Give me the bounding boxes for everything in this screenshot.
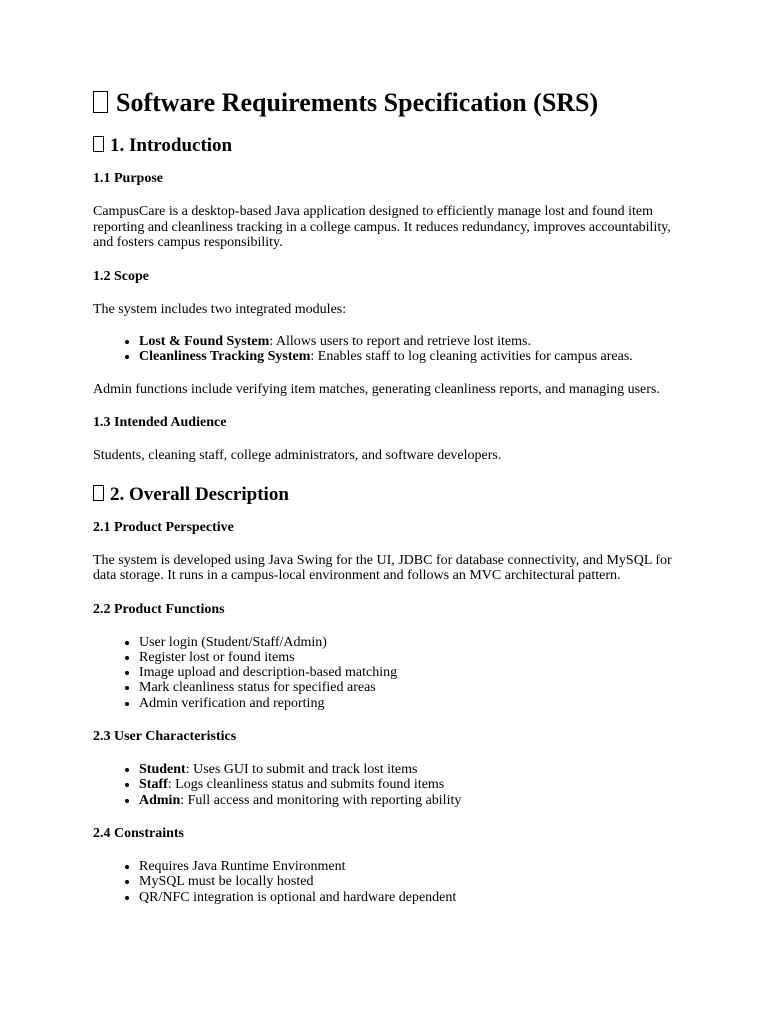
section-heading-text: 2. Overall Description (110, 483, 289, 505)
list-item-term: Staff (139, 777, 168, 793)
subsection-heading-constraints: 2.4 Constraints (93, 825, 185, 841)
document-title (93, 86, 675, 120)
purpose-paragraph: CampusCare is a desktop-based Java application designed to efficiently manage lost and found item reporting and cleanliness tracking in a college campus. It reduces redundancy, improves accountability, and fosters campus responsibility. (93, 204, 671, 250)
subsection-heading-purpose: 1.1 Purpose (93, 171, 163, 186)
list-item-term: Cleanliness Tracking System (139, 349, 311, 365)
list-item: • Requires Java Runtime Environment (139, 859, 675, 874)
section-heading-introduction (93, 134, 675, 158)
list-item-term: Student (139, 762, 186, 778)
audience-paragraph: Students, cleaning staff, college administrators, and software developers. (93, 448, 502, 464)
section-heading-text: 1. Introduction (110, 135, 233, 156)
list-item-description: : Allows users to report and retrieve lost items. (269, 334, 531, 349)
section-heading-overall-description (93, 483, 675, 507)
list-item: • MySQL must be locally hosted (139, 874, 675, 889)
list-item: • Admin verification and reporting (139, 696, 675, 711)
list-item: • Image upload and description-based matching (139, 665, 675, 680)
list-item-description: : Enables staff to log cleaning activities for campus areas. (310, 349, 633, 365)
list-item: • Mark cleanliness status for specified areas (139, 680, 675, 695)
list-item (139, 334, 675, 349)
subsection-heading-functions: 2.2 Product Functions (93, 601, 225, 617)
list-item-term: Lost & Found System (139, 334, 270, 349)
list-item-description: : Full access and monitoring with reporting ability (180, 792, 462, 808)
subsection-heading-user-characteristics: 2.3 User Characteristics (93, 729, 237, 745)
list-item: • QR/NFC integration is optional and hardware dependent (139, 890, 675, 905)
list-item: • User login (Student/Staff/Admin) (139, 635, 675, 650)
list-item-description: : Logs cleanliness status and submits found items (167, 777, 445, 793)
perspective-paragraph: The system is developed using Java Swing for the UI, JDBC for database connectivity, and MySQL for data storage. It runs in a campus-local environment and follows an MVC architectural pattern. (93, 552, 672, 584)
list-item (139, 777, 675, 792)
scope-module-list (93, 334, 675, 365)
list-item: • Register lost or found items (139, 650, 675, 665)
constraints-list (93, 859, 675, 905)
list-item (139, 349, 675, 364)
functions-list (93, 635, 675, 711)
admin-functions-paragraph: Admin functions include verifying item matches, generating cleanliness reports, and managing users. (93, 381, 660, 397)
subsection-heading-perspective: 2.1 Product Perspective (93, 519, 234, 535)
subsection-heading-audience: 1.3 Intended Audience (93, 415, 227, 431)
list-item (139, 762, 675, 777)
list-item-description: : Uses GUI to submit and track lost items (185, 762, 418, 778)
document-title-text: Software Requirements Specification (SRS) (116, 88, 599, 117)
list-item-term: Admin (139, 792, 181, 808)
list-item (139, 793, 675, 808)
missing-glyph-icon (93, 91, 108, 113)
scope-paragraph: The system includes two integrated modules: (93, 301, 347, 317)
missing-glyph-icon (93, 136, 104, 152)
subsection-heading-scope: 1.2 Scope (93, 268, 149, 284)
user-characteristics-list (93, 762, 675, 808)
missing-glyph-icon (93, 485, 104, 501)
